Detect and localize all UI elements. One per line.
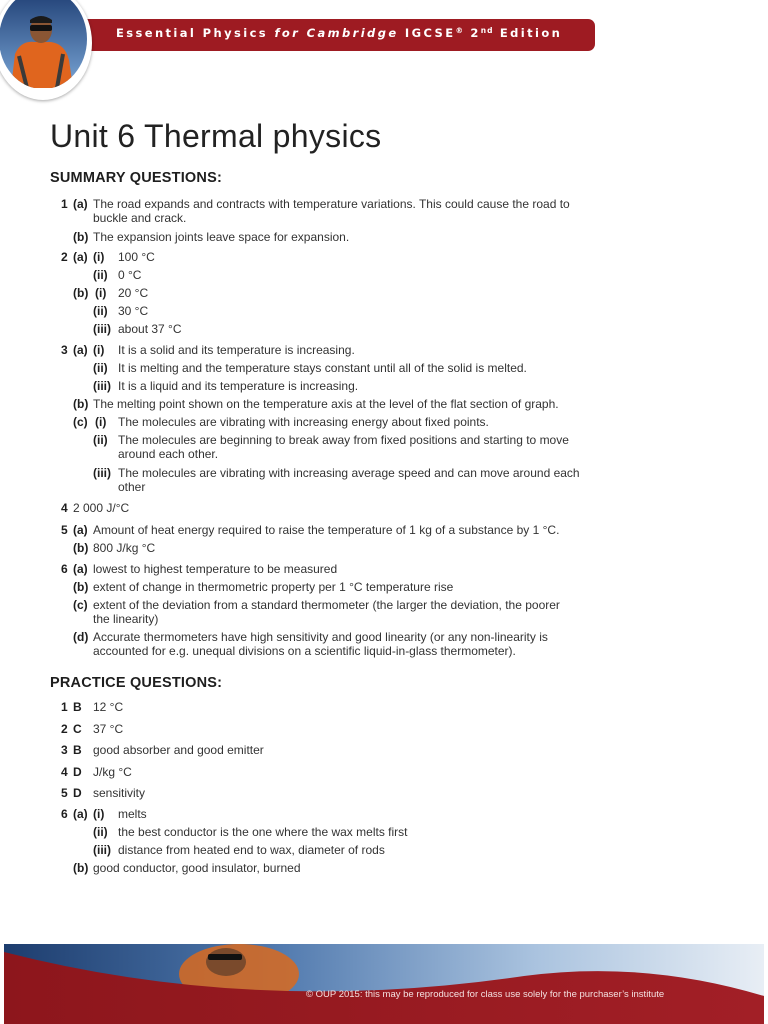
answer-text: The road expands and contracts with temperature variations. This could cause the road to — [93, 197, 570, 211]
answer-text: the linearity) — [93, 612, 159, 626]
answer-text: accounted for e.g. unequal divisions on a scientific liquid-in-glass thermometer). — [93, 644, 516, 658]
question-number: 5 — [61, 786, 68, 800]
answer-text: 0 °C — [118, 268, 142, 282]
question-number: 5 — [61, 523, 68, 537]
part-label: (c) — [73, 598, 88, 612]
answer-text: It is a solid and its temperature is increasing. — [118, 343, 355, 357]
question-number: 1 — [61, 197, 68, 211]
header-photo — [0, 0, 92, 100]
answer-text: The molecules are beginning to break away from fixed positions and starting to move — [118, 433, 569, 447]
answer-text: good conductor, good insulator, burned — [93, 861, 301, 875]
question-number: 6 — [61, 562, 68, 576]
footer-graphic — [4, 944, 764, 1024]
answer-text: sensitivity — [93, 786, 146, 800]
subpart-label: (i) — [93, 807, 105, 821]
question-number: 3 — [61, 343, 68, 357]
question-number: 4 — [61, 765, 68, 779]
question-number: 2 — [61, 250, 68, 264]
answer-text: The molecules are vibrating with increasing energy about fixed points. — [118, 415, 489, 429]
answer-text: The melting point shown on the temperature axis at the level of the flat section of graph. — [93, 397, 559, 411]
part-label: (b) — [73, 230, 89, 244]
answer-letter: B — [73, 743, 82, 757]
subpart-label: (iii) — [93, 466, 111, 480]
answer-text: the best conductor is the one where the wax melts first — [118, 825, 408, 839]
answer-text: buckle and crack. — [93, 211, 187, 225]
question-number: 3 — [61, 743, 68, 757]
series-edition-suffix: nd — [480, 26, 494, 35]
answer-text: 20 °C — [118, 286, 149, 300]
subpart-label: (ii) — [93, 304, 108, 318]
answer-letter: D — [73, 765, 82, 779]
answer-text: It is melting and the temperature stays constant until all of the solid is melted. — [118, 361, 527, 375]
subpart-label: (iii) — [93, 843, 111, 857]
answer-letter: C — [73, 722, 82, 736]
question-number: 1 — [61, 700, 68, 714]
subpart-label: (iii) — [93, 322, 111, 336]
answer-text: It is a liquid and its temperature is increasing. — [118, 379, 359, 393]
part-label: (c) — [73, 415, 88, 429]
subpart-label: (ii) — [93, 825, 108, 839]
page-title: Unit 6 Thermal physics — [50, 118, 382, 154]
part-label: (a) — [73, 343, 88, 357]
part-label: (a) — [73, 562, 88, 576]
summary-heading: SUMMARY QUESTIONS: — [50, 170, 222, 186]
answer-text: Accurate thermometers have high sensitivity and good linearity (or any non-linearity is — [93, 630, 548, 644]
part-label: (a) — [73, 250, 88, 264]
answer-text: 37 °C — [93, 722, 124, 736]
answer-text: The molecules are vibrating with increasing average speed and can move around each — [118, 466, 580, 480]
answer-letter: D — [73, 786, 82, 800]
part-label: (b) — [73, 861, 89, 875]
answer-text: 30 °C — [118, 304, 149, 318]
subpart-label: (i) — [95, 415, 107, 429]
series-prefix: Essential Physics — [116, 26, 275, 40]
answer-text: lowest to highest temperature to be measured — [93, 562, 338, 576]
answer-text: about 37 °C — [118, 322, 182, 336]
part-label: (b) — [73, 286, 89, 300]
answer-text: distance from heated end to wax, diameter of rods — [118, 843, 385, 857]
answer-text: other — [118, 480, 146, 494]
answer-text: melts — [118, 807, 147, 821]
series-exam: IGCSE — [398, 26, 456, 40]
question-number: 2 — [61, 722, 68, 736]
answer-text: good absorber and good emitter — [93, 743, 264, 757]
part-label: (a) — [73, 807, 88, 821]
answer-text: 100 °C — [118, 250, 155, 264]
answer-text: The expansion joints leave space for expansion. — [93, 230, 350, 244]
copyright-notice: © OUP 2015: this may be reproduced for class use solely for the purchaser’s institute — [306, 989, 665, 1000]
answer-text: Amount of heat energy required to raise the temperature of 1 kg of a substance by 1 °C. — [93, 523, 560, 537]
subpart-label: (i) — [93, 343, 105, 357]
answer-text: extent of change in thermometric property per 1 °C temperature rise — [93, 580, 454, 594]
series-edition-number: 2 — [463, 26, 481, 40]
part-label: (b) — [73, 541, 89, 555]
part-label: (b) — [73, 397, 89, 411]
answer-text: extent of the deviation from a standard thermometer (the larger the deviation, the poorer — [93, 598, 560, 612]
subpart-label: (ii) — [93, 433, 108, 447]
question-number: 6 — [61, 807, 68, 821]
answer-letter: B — [73, 700, 82, 714]
subpart-label: (ii) — [93, 361, 108, 375]
footer-banner — [4, 944, 764, 1024]
answer-text: J/kg °C — [93, 765, 132, 779]
practice-heading: PRACTICE QUESTIONS: — [50, 675, 223, 691]
answer-text: 800 J/kg °C — [93, 541, 156, 555]
answer-text: around each other. — [118, 447, 219, 461]
subpart-label: (i) — [93, 250, 105, 264]
series-edition-word: Edition — [493, 26, 563, 40]
person-photo-icon — [0, 0, 87, 88]
series-italic: for Cambridge — [274, 26, 399, 40]
subpart-label: (i) — [95, 286, 107, 300]
series-title — [116, 26, 562, 40]
answer-text: 2 000 J/°C — [73, 501, 130, 515]
series-reg-mark: ® — [455, 26, 464, 35]
subpart-label: (iii) — [93, 379, 111, 393]
subpart-label: (ii) — [93, 268, 108, 282]
answer-text: 12 °C — [93, 700, 124, 714]
question-number: 4 — [61, 501, 68, 515]
part-label: (a) — [73, 197, 88, 211]
part-label: (a) — [73, 523, 88, 537]
part-label: (d) — [73, 630, 89, 644]
part-label: (b) — [73, 580, 89, 594]
